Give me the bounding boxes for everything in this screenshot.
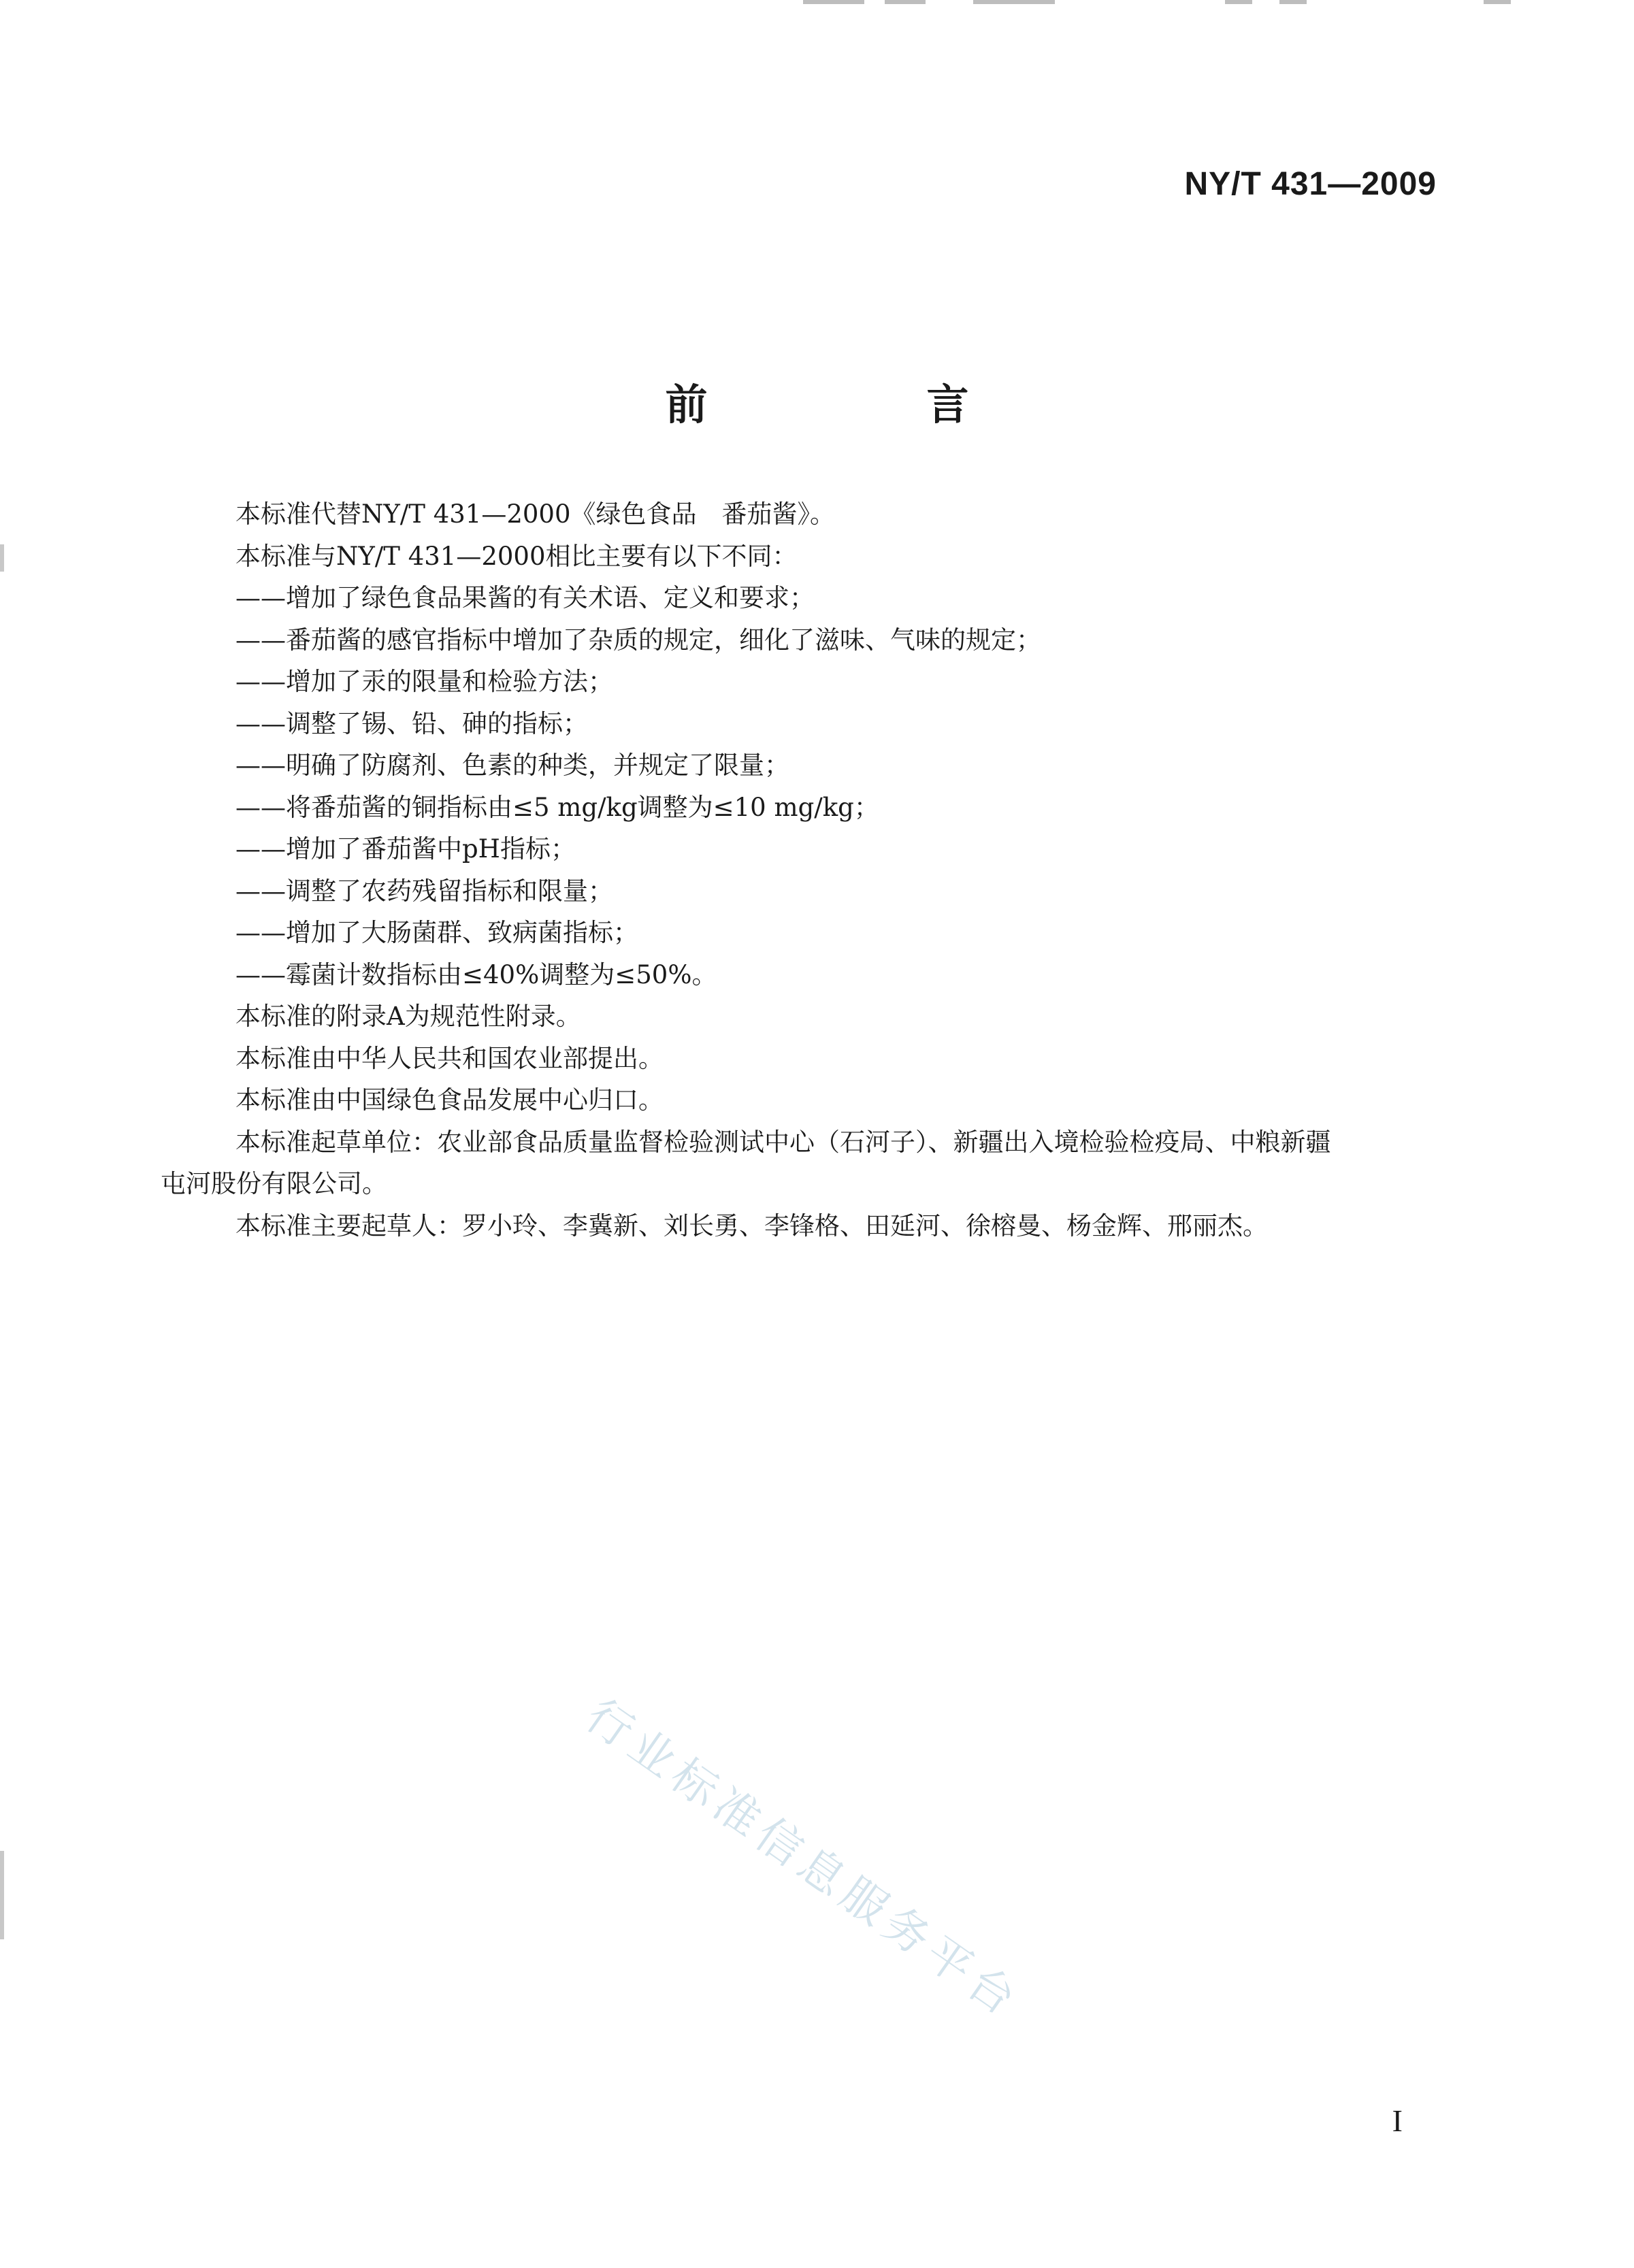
drafting-units-line-2: 屯河股份有限公司。: [161, 1169, 387, 1198]
watermark: 行业标准信息服务平台: [576, 1689, 1030, 2029]
list-item: ——将番茄酱的铜指标由≤5 mg/kg调整为≤10 mg/kg；: [235, 792, 879, 822]
list-item: ——增加了番茄酱中pH指标；: [235, 834, 576, 864]
list-item: ——霉菌计数指标由≤40%调整为≤50%。: [235, 959, 717, 989]
scan-margin-mark: [0, 544, 4, 572]
list-item: ——番茄酱的感官指标中增加了杂质的规定，细化了滋味、气味的规定；: [235, 625, 1041, 655]
list-item: ——增加了大肠菌群、致病菌指标；: [235, 918, 638, 947]
list-item: ——增加了汞的限量和检验方法；: [235, 667, 613, 696]
scan-margin-mark: [0, 1851, 4, 1939]
paragraph: 本标准的附录A为规范性附录。: [235, 1002, 581, 1031]
list-item: ——明确了防腐剂、色素的种类，并规定了限量；: [235, 751, 789, 780]
list-item: ——调整了锡、铅、砷的指标；: [235, 708, 588, 738]
drafting-units-line-1: 本标准起草单位：农业部食品质量监督检验测试中心（石河子）、新疆出入境检验检疫局、中粮新疆: [235, 1127, 1331, 1157]
drafting-units-paragraph: [161, 1121, 1447, 1205]
foreword-body: [161, 493, 1447, 1247]
drafters-paragraph: 本标准主要起草人：罗小玲、李冀新、刘长勇、李锋格、田延河、徐榕曼、杨金辉、邢丽杰。: [235, 1211, 1268, 1240]
list-item: ——调整了农药残留指标和限量；: [235, 876, 613, 906]
paragraph: 本标准由中国绿色食品发展中心归口。: [235, 1085, 664, 1115]
page-title: 前 言: [665, 380, 1058, 429]
paragraph: 本标准与NY/T 431—2000相比主要有以下不同：: [235, 541, 798, 571]
paragraph: 本标准由中华人民共和国农业部提出。: [235, 1043, 664, 1073]
standard-code: NY/T 431—2009: [1184, 166, 1437, 202]
scan-edge-marks: [749, 0, 1497, 4]
list-item: ——增加了绿色食品果酱的有关术语、定义和要求；: [235, 583, 815, 612]
page-number: I: [1392, 2103, 1403, 2138]
paragraph: 本标准代替NY/T 431—2000《绿色食品 番茄酱》。: [235, 499, 835, 529]
